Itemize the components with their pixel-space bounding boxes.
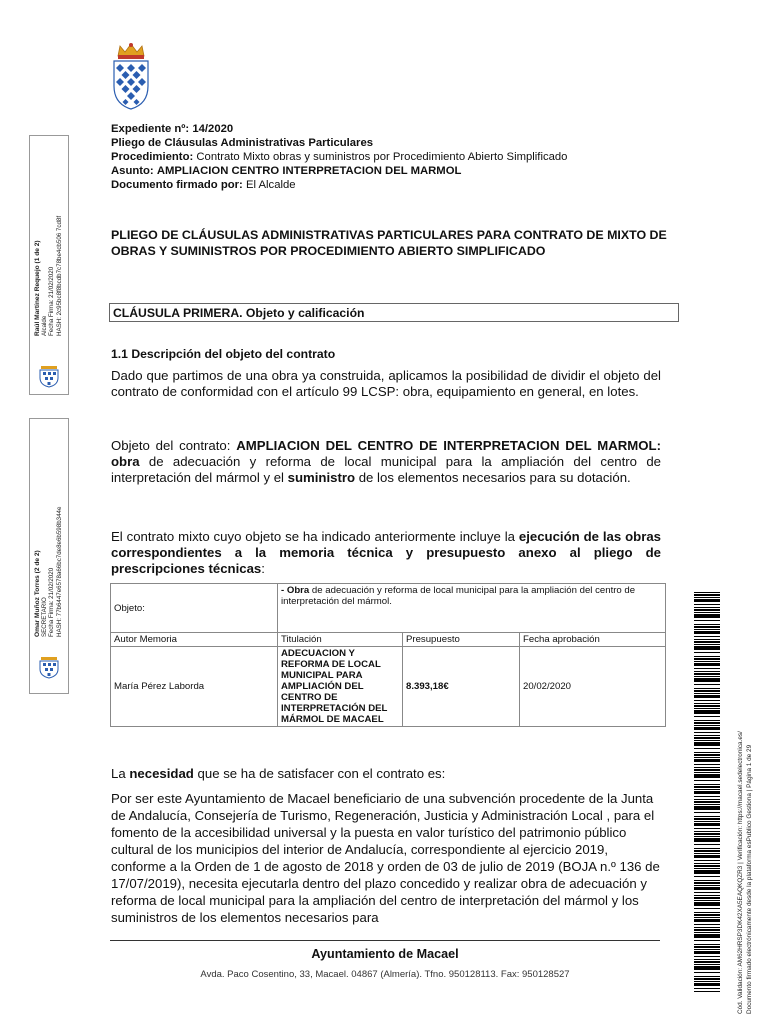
header-fecha: Fecha aprobación [520,633,666,647]
signature-block-2 [29,418,69,694]
header-autor: Autor Memoria [111,633,278,647]
paragraph-necesidad: La necesidad que se ha de satisfacer con el contrato es: [111,766,446,781]
municipal-crest-logo [110,42,152,110]
footer-address: Avda. Paco Cosentino, 33, Macael. 04867 (Almería). Tfno. 950128113. Fax: 950128527 [200,969,570,980]
obra-details-table [110,583,666,727]
section-heading: 1.1 Descripción del objeto del contrato [111,347,336,361]
titulacion-cell: ADECUACION Y REFORMA DE LOCAL MUNICIPAL PARA AMPLIACIÓN DEL CENTRO DE INTERPRETACIÓN DEL MÁRMOL DE MACAEL [278,647,403,727]
expediente-number: 14/2020 [192,123,234,135]
signature-2-text: Omar Muñoz Torres (2 de 2) SECRETARIO Fecha Firma: 21/02/2020 HASH: 77b6447e6578a66bc7de8e6b598b344e [34,506,63,637]
validation-code-text: Cód. Validación: AM62HRSP3DK42XA5EAQKQZR3 | Verificación: https://macael.sedelectronica.es/ [737,731,744,1014]
clause-title: CLÁUSULA PRIMERA. Objeto y calificación [109,303,679,322]
expediente-line: Expediente nº: 14/2020 [111,123,234,135]
signature-crest-icon [37,364,61,388]
footer-divider [110,940,660,941]
asunto-line: Asunto: AMPLIACION CENTRO INTERPRETACION DEL MARMOL [111,165,462,177]
validation-barcode-icon [694,592,720,992]
presupuesto-cell: 8.393,18€ [403,647,520,727]
signature-1-text: Raúl Martínez Requejo (1 de 2) Alcalde Fecha Firma: 21/02/2020 HASH: 2c95bc8f8bcdb7c78be4cb506 7cd8f [34,215,63,336]
paragraph-contrato-mixto: El contrato mixto cuyo objeto se ha indicado anteriormente incluye la ejecución de las obras correspondientes a la memoria técnica y presupuesto anexo al pliego de prescripciones técnicas: [111,529,661,576]
pliego-line: Pliego de Cláusulas Administrativas Particulares [111,137,374,149]
procedimiento-line: Procedimiento: Contrato Mixto obras y suministros por Procedimiento Abierto Simplificado [111,151,568,163]
page-info-text: Documento firmado electrónicamente desde la plataforma esPublico Gestiona | Página 1 de 29 [746,744,753,1014]
obra-description-cell: - Obra de adecuación y reforma de local municipal para la ampliación del centro de interpretación del mármol. [278,584,666,633]
footer-title: Ayuntamiento de Macael [311,947,459,961]
paragraph-division-lotes: Dado que partimos de una obra ya construida, aplicamos la posibilidad de dividir el objeto del contrato de conformidad con el artículo 99 LCSP: obra, equipamiento en general, en lotes. [111,368,661,399]
fecha-cell: 20/02/2020 [520,647,666,727]
header-presupuesto: Presupuesto [403,633,520,647]
document-title: PLIEGO DE CLÁUSULAS ADMINISTRATIVAS PARTICULARES PARA CONTRATO DE MIXTO DE OBRAS Y SUMINISTROS POR PROCEDIMIENTO ABIERTO SIMPLIFICADO [111,228,667,258]
table-row [111,584,666,633]
table-header-row [111,633,666,647]
autor-cell: María Pérez Laborda [111,647,278,727]
objeto-label-cell: Objeto: [111,584,278,633]
paragraph-objeto-contrato: Objeto del contrato: AMPLIACION DEL CENTRO DE INTERPRETACION DEL MARMOL: obra de adecuación y reforma de local municipal para la ampliación del centro de interpretación del mármol y el suministro de los elementos necesarios para su dotación. [111,438,661,485]
paragraph-subvencion: Por ser este Ayuntamiento de Macael beneficiario de una subvención procedente de la Junta de Andalucía, Consejería de Turismo, Regeneración, Justicia y Administración Local , para el fomento de la accesibilidad universal y la puesta en valor turístico del patrimonio público cultural de los municipios del interior de Andalucía, correspondiente al ejercicio 2019, conforme a la Orden de 1 de agosto de 2018 y orden de 03 de julio de 2019 (BOJA n.º 136 de 17/07/2019), necesita ejecutarla dentro del plazo concedido y realizar obra de adecuación y reforma de local municipal para la ampliación del centro de interpretación del mármol y los suministros de los elementos necesarios para [111,791,660,925]
signature-block-1 [29,135,69,395]
document-metadata [111,122,671,192]
table-row [111,647,666,727]
firmado-line: Documento firmado por: El Alcalde [111,179,296,191]
signature-crest-icon [37,655,61,679]
header-titulacion: Titulación [278,633,403,647]
